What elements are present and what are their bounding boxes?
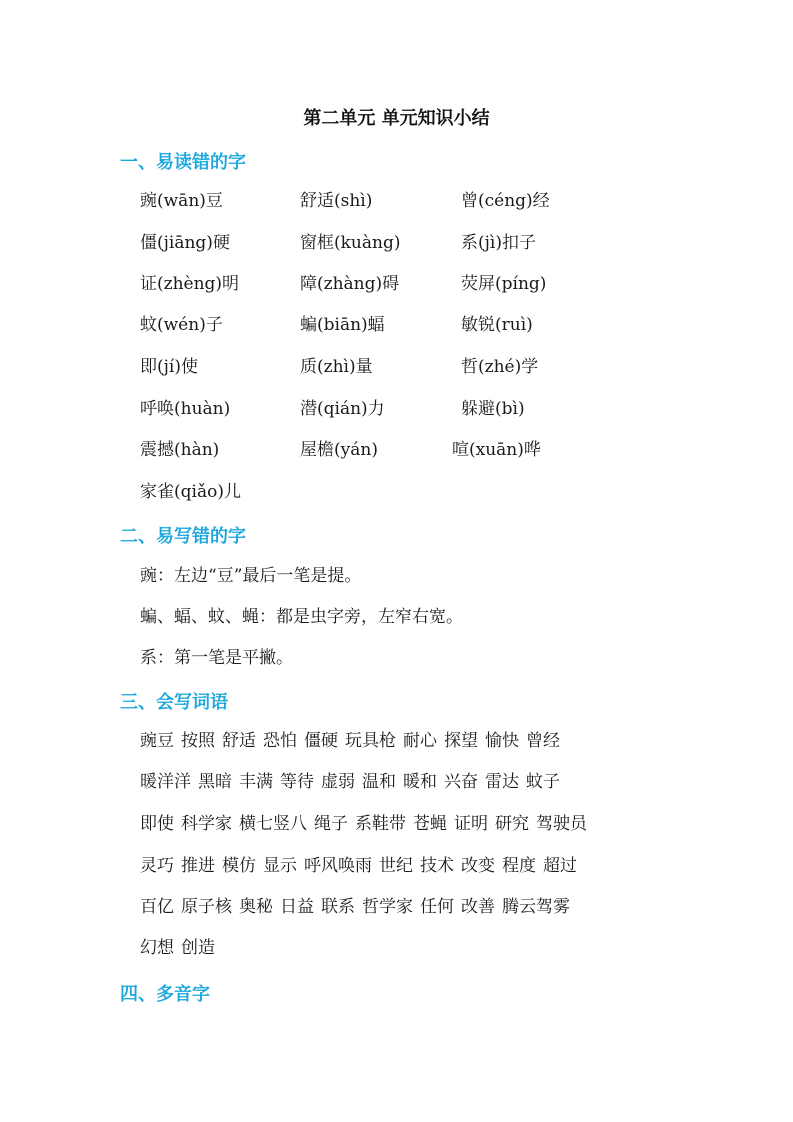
vocabulary-word: 显示 bbox=[263, 856, 297, 876]
vocabulary-word: 即使 bbox=[140, 814, 174, 834]
misread-cell: 证(zhèng)明 bbox=[140, 274, 240, 294]
vocabulary-word: 创造 bbox=[181, 938, 215, 958]
vocabulary-word: 研究 bbox=[495, 814, 529, 834]
miswritten-line: 豌：左边“豆”最后一笔是提。 bbox=[140, 566, 362, 586]
misread-cell: 豌(wān)豆 bbox=[140, 191, 223, 211]
vocabulary-word: 僵硬 bbox=[304, 731, 338, 751]
vocabulary-word: 曾经 bbox=[526, 731, 560, 751]
vocabulary-word: 探望 bbox=[444, 731, 478, 751]
misread-cell: 质(zhì)量 bbox=[300, 357, 373, 377]
misread-cell: 曾(céng)经 bbox=[461, 191, 550, 211]
vocabulary-word: 玩具枪 bbox=[345, 731, 396, 751]
vocabulary-word: 恐怕 bbox=[263, 731, 297, 751]
vocabulary-word: 世纪 bbox=[379, 856, 413, 876]
misread-cell: 躲避(bì) bbox=[461, 399, 525, 419]
vocabulary-word: 幻想 bbox=[140, 938, 174, 958]
misread-cell: 潜(qián)力 bbox=[300, 399, 385, 419]
misread-cell: 窗框(kuàng) bbox=[300, 233, 401, 253]
vocabulary-word: 等待 bbox=[280, 772, 314, 792]
misread-cell: 屋檐(yán) bbox=[300, 440, 378, 460]
vocabulary-word: 程度 bbox=[502, 856, 536, 876]
misread-cell: 震撼(hàn) bbox=[140, 440, 220, 460]
misread-cell: 哲(zhé)学 bbox=[461, 357, 539, 377]
vocabulary-word: 愉快 bbox=[485, 731, 519, 751]
miswritten-line: 系：第一笔是平撇。 bbox=[140, 648, 293, 668]
vocabulary-word: 推进 bbox=[181, 856, 215, 876]
misread-cell: 即(jí)使 bbox=[140, 357, 198, 377]
misread-cell: 喧(xuān)哗 bbox=[452, 440, 541, 460]
vocabulary-word: 丰满 bbox=[239, 772, 273, 792]
vocabulary-word: 虚弱 bbox=[321, 772, 355, 792]
vocabulary-word: 百亿 bbox=[140, 897, 174, 917]
vocabulary-line bbox=[140, 730, 567, 752]
vocabulary-word: 哲学家 bbox=[362, 897, 413, 917]
vocabulary-word: 横七竖八 bbox=[239, 814, 307, 834]
vocabulary-word: 暖和 bbox=[403, 772, 437, 792]
vocabulary-word: 系鞋带 bbox=[355, 814, 406, 834]
vocabulary-word: 耐心 bbox=[403, 731, 437, 751]
misread-cell: 僵(jiāng)硬 bbox=[140, 233, 230, 253]
vocabulary-word: 温和 bbox=[362, 772, 396, 792]
vocabulary-line bbox=[140, 896, 577, 918]
vocabulary-word: 豌豆 bbox=[140, 731, 174, 751]
vocabulary-word: 绳子 bbox=[314, 814, 348, 834]
section-heading-vocabulary: 三、会写词语 bbox=[120, 692, 228, 713]
vocabulary-word: 兴奋 bbox=[444, 772, 478, 792]
vocabulary-line bbox=[140, 937, 222, 959]
misread-cell: 舒适(shì) bbox=[300, 191, 373, 211]
misread-cell: 荧屏(píng) bbox=[461, 274, 547, 294]
vocabulary-word: 驾驶员 bbox=[536, 814, 587, 834]
section-heading-misread: 一、易读错的字 bbox=[120, 152, 246, 173]
vocabulary-word: 证明 bbox=[454, 814, 488, 834]
vocabulary-word: 超过 bbox=[543, 856, 577, 876]
misread-cell: 蝙(biān)蝠 bbox=[300, 315, 385, 335]
vocabulary-word: 灵巧 bbox=[140, 856, 174, 876]
vocabulary-word: 日益 bbox=[280, 897, 314, 917]
misread-cell: 系(jì)扣子 bbox=[461, 233, 536, 253]
vocabulary-word: 技术 bbox=[420, 856, 454, 876]
vocabulary-line bbox=[140, 855, 584, 877]
vocabulary-word: 雷达 bbox=[485, 772, 519, 792]
vocabulary-word: 原子核 bbox=[181, 897, 232, 917]
vocabulary-word: 呼风唤雨 bbox=[304, 856, 372, 876]
misread-cell: 呼唤(huàn) bbox=[140, 399, 231, 419]
misread-cell: 障(zhàng)碍 bbox=[300, 274, 400, 294]
vocabulary-line bbox=[140, 771, 567, 793]
vocabulary-line bbox=[140, 813, 594, 835]
miswritten-line: 蝙、蝠、蚊、蝇：都是虫字旁，左窄右宽。 bbox=[140, 607, 463, 627]
vocabulary-word: 蚊子 bbox=[526, 772, 560, 792]
vocabulary-word: 联系 bbox=[321, 897, 355, 917]
misread-cell: 敏锐(ruì) bbox=[461, 315, 533, 335]
vocabulary-word: 任何 bbox=[420, 897, 454, 917]
page-title: 第二单元 单元知识小结 bbox=[303, 108, 490, 129]
vocabulary-word: 按照 bbox=[181, 731, 215, 751]
vocabulary-word: 模仿 bbox=[222, 856, 256, 876]
vocabulary-word: 暖洋洋 bbox=[140, 772, 191, 792]
vocabulary-word: 奥秘 bbox=[239, 897, 273, 917]
section-heading-miswritten: 二、易写错的字 bbox=[120, 526, 246, 547]
misread-cell: 蚊(wén)子 bbox=[140, 315, 223, 335]
section-heading-polyphones: 四、多音字 bbox=[120, 984, 210, 1005]
vocabulary-word: 科学家 bbox=[181, 814, 232, 834]
vocabulary-word: 改善 bbox=[461, 897, 495, 917]
misread-cell: 家雀(qiǎo)儿 bbox=[140, 482, 241, 502]
vocabulary-word: 腾云驾雾 bbox=[502, 897, 570, 917]
vocabulary-word: 苍蝇 bbox=[413, 814, 447, 834]
vocabulary-word: 黑暗 bbox=[198, 772, 232, 792]
vocabulary-word: 改变 bbox=[461, 856, 495, 876]
vocabulary-word: 舒适 bbox=[222, 731, 256, 751]
